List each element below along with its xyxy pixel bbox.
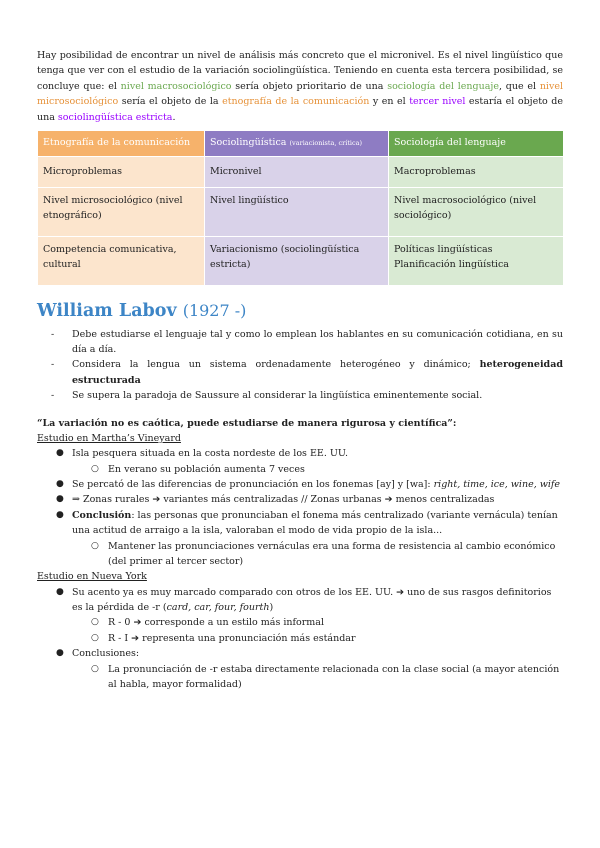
list-item-text: En verano su población aumenta 7 veces (108, 463, 305, 475)
marthas-list (37, 446, 563, 569)
list-item-bold: heterogeneidad estructurada (72, 359, 563, 386)
list-item-text: Su acento ya es muy marcado comparado con otros de los EE. UU. ➔ uno de sus rasgos definitorios es la pérdida de -r ( (72, 586, 552, 613)
list-item (37, 446, 563, 477)
list-item-italic: card, car, four, fourth (166, 602, 270, 613)
table-header-row (38, 130, 564, 156)
dash-marker: - (51, 390, 55, 402)
sub-list-item (37, 539, 563, 570)
table-cell: Microproblemas (38, 156, 205, 187)
highlight-sociolinguistica: sociolingüística estricta (57, 111, 173, 123)
sub-list (72, 539, 563, 570)
list-item-text: ⇒ Zonas rurales ➔ variantes más centralizadas // Zonas urbanas ➔ menos centralizadas (72, 494, 495, 506)
table-cell: Nivel lingüístico (205, 187, 389, 236)
table-row (38, 156, 564, 187)
intro-text: sería el objeto de la (118, 96, 223, 108)
bullet-icon: ● (56, 448, 64, 459)
intro-text: , que el (498, 80, 540, 92)
list-item (37, 646, 563, 692)
list-item-italic: right, time, ice, wine, wife (433, 479, 561, 490)
table-cell (389, 236, 564, 285)
header-sociologia: Sociología del lenguaje (389, 130, 564, 156)
bullet-icon: ● (56, 648, 64, 659)
sub-list (72, 615, 563, 646)
intro-paragraph (37, 48, 563, 125)
bullet-icon: ● (56, 586, 64, 597)
sub-list-item (37, 631, 563, 646)
study-title-nueva-york: Estudio en Nueva York (37, 571, 147, 583)
header-sociolinguistica-note: (variacionista, crítica) (289, 139, 363, 148)
highlight-nivel-micro: nivel microsociológico (37, 80, 563, 108)
table-cell: Micronivel (205, 156, 389, 187)
list-item-bold: Conclusión (72, 509, 132, 521)
intro-text: y en el (369, 96, 410, 108)
list-item (37, 388, 563, 403)
list-item-text: R - I ➔ representa una pronunciación más estándar (108, 632, 356, 644)
sub-list (72, 662, 563, 693)
list-item-text: : las personas que pronunciaban el fonema más centralizado (variante vernácula) tenían una actitud de arraigo a la isla, valoraban el modo de vida propio de la isla... (72, 509, 558, 537)
list-item (37, 327, 563, 358)
quote-title: “La variación no es caótica, puede estudiarse de manera rigurosa y científica”: (37, 417, 457, 429)
circle-bullet-icon: ○ (91, 632, 99, 643)
header-sociolinguistica-label: Sociolingüística (210, 137, 287, 149)
table-row (38, 236, 564, 285)
highlight-nivel-macro: nivel macrosociológico (120, 80, 232, 92)
bullet-icon: ● (56, 509, 64, 520)
dash-marker: - (51, 359, 55, 371)
list-item (37, 357, 563, 388)
labov-dash-list (37, 327, 563, 404)
list-item-text: La pronunciación de -r estaba directamente relacionada con la clase social (a mayor atención al habla, mayor formalidad) (108, 663, 560, 690)
intro-text: . (172, 111, 176, 123)
table-cell-line: Políticas lingüísticas (394, 243, 493, 255)
circle-bullet-icon: ○ (91, 463, 99, 474)
list-item (37, 492, 563, 507)
table-cell: Nivel macrosociológico (nivel sociológico) (389, 187, 564, 236)
comparison-table (37, 130, 564, 286)
sub-list-item (37, 662, 563, 693)
list-item-text: Isla pesquera situada en la costa nordeste de los EE. UU. (72, 448, 349, 460)
list-item-text: Mantener las pronunciaciones vernáculas era una forma de resistencia al cambio económico (del primer al tercer sector) (108, 540, 556, 567)
dash-marker: - (51, 328, 55, 340)
list-item-text: Se supera la paradoja de Saussure al considerar la lingüística eminentemente social. (72, 390, 483, 402)
list-item-text: Debe estudiarse el lenguaje tal y como lo emplean los hablantes en su comunicación cotidiana, en su día a día. (72, 328, 563, 355)
list-item (37, 477, 563, 492)
highlight-tercer-nivel: tercer nivel (409, 96, 466, 108)
heading-years: (1927 -) (182, 300, 247, 320)
list-item-text: Considera la lengua un sistema ordenadamente heterogéneo y dinámico; (72, 359, 480, 371)
section-heading-labov (37, 300, 563, 323)
list-item-text: Se percató de las diferencias de pronunciación en los fonemas [ay] y [wa]: (72, 479, 434, 490)
heading-name: William Labov (37, 300, 177, 321)
sub-list (72, 462, 563, 477)
bullet-icon: ● (56, 479, 64, 489)
highlight-etnografia: etnografía de la comunicación (222, 96, 370, 108)
intro-text: sería objeto prioritario de una (231, 80, 388, 92)
list-item-text: Conclusiones: (72, 648, 140, 660)
sub-list-item (37, 462, 563, 477)
header-etnografia: Etnografía de la comunicación (38, 130, 205, 156)
circle-bullet-icon: ○ (91, 617, 99, 628)
table-cell-line: Planificación lingüística (394, 258, 509, 270)
table-cell: Macroproblemas (389, 156, 564, 187)
table-cell: Variacionismo (sociolingüística estricta) (205, 236, 389, 285)
ny-list (37, 585, 563, 693)
list-item-text: ) (269, 602, 274, 613)
table-row (38, 187, 564, 236)
table-cell: Competencia comunicativa, cultural (38, 236, 205, 285)
study-title-marthas: Estudio en Martha’s Vineyard (37, 432, 181, 444)
circle-bullet-icon: ○ (91, 540, 99, 551)
highlight-sociologia: sociología del lenguaje (387, 80, 499, 92)
table-cell: Nivel microsociológico (nivel etnográfico) (38, 187, 205, 236)
list-item (37, 585, 563, 647)
bullet-icon: ● (56, 494, 64, 505)
intro-text: Hay posibilidad de encontrar un nivel de análisis más concreto que el micronivel. Es el nivel lingüístico que tenga que ver con el estudio de la variación sociolingüística. Teniendo en cuenta esta tercera posibilidad, se concluye que: el (37, 50, 563, 92)
list-item-text: R - 0 ➔ corresponde a un estilo más informal (108, 617, 324, 629)
sub-list-item (37, 615, 563, 630)
header-sociolinguistica (205, 130, 389, 156)
intro-text: estaría el objeto de una (37, 96, 563, 123)
circle-bullet-icon: ○ (91, 663, 99, 674)
list-item (37, 508, 563, 570)
